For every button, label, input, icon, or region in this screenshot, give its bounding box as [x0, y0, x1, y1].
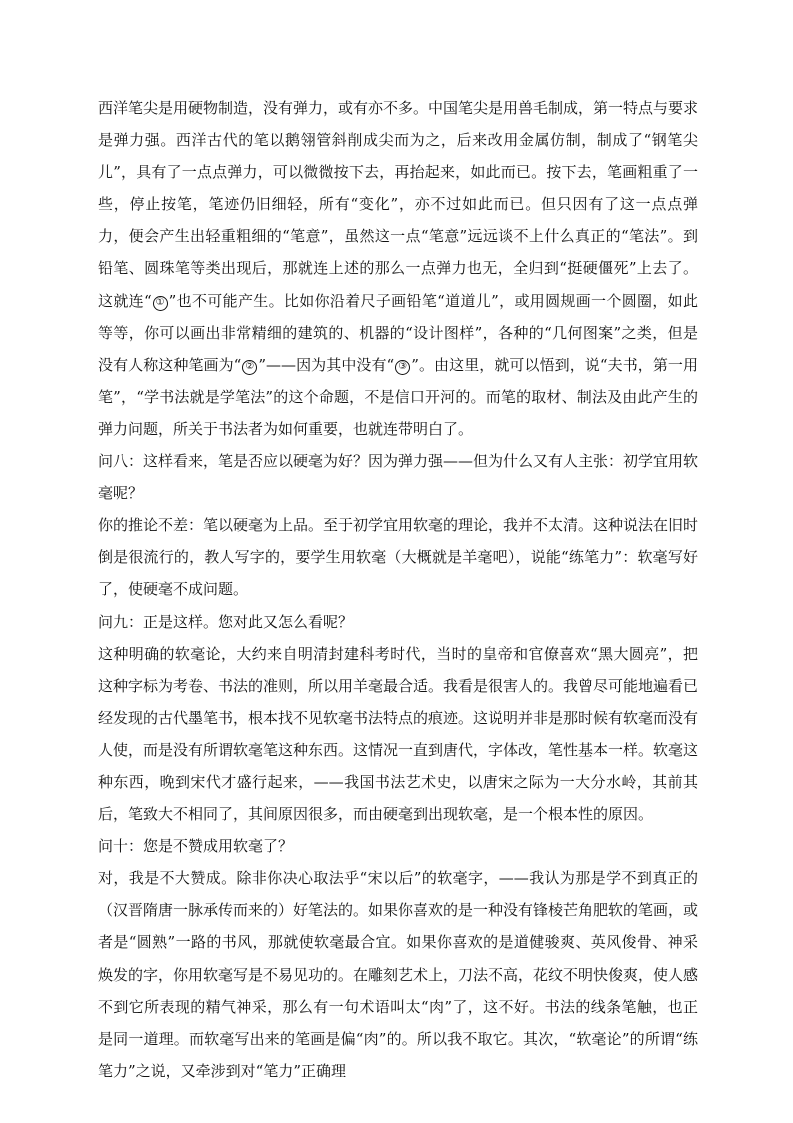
text-run: 问八：这样看来，笔是否应以硬毫为好？因为弹力强——但为什么又有人主张：初学宜用软毫呢？ [98, 452, 699, 503]
answer-paragraph [98, 92, 698, 445]
document-body [98, 92, 698, 1087]
blank-number: ③ [395, 360, 410, 375]
blank-number: ① [153, 296, 168, 311]
text-run: 你的推论不差：笔以硬毫为上品。至于初学宜用软毫的理论，我并不太清。这种说法在旧时倒是很流行的，教人写字的，要学生用软毫（大概就是羊毫吧），说能“练笔力”：软毫写好了，使硬毫不成问题。 [98, 516, 699, 599]
fill-blank [394, 356, 411, 374]
text-run: 问九：正是这样。您对此又怎么看呢？ [98, 612, 354, 631]
text-run: 对，我是不大赞成。除非你决心取法乎“宋以后”的软毫字，——我认为那是学不到真正的（汉晋隋唐一脉承传而来的）好笔法的。如果你喜欢的是一种没有锋棱芒角肥软的笔画，或者是“圆熟”一路的书风，那就使软毫最合宜。如果你喜欢的是道健骏爽、英风俊骨、神采焕发的字，你用软毫写是不易见功的。在雕刻艺术上，刀法不高，花纹不明快俊爽，使人感不到它所表现的精气神采，那么有一句术语叫太“肉”了，这不好。书法的线条笔触，也正是同一道理。而软毫写出来的笔画是偏“肉”的。所以我不取它。其次，“软毫论”的所谓“练笔力”之说，又牵涉到对“笔力”正确理 [98, 869, 699, 1080]
blank-number: ② [242, 360, 257, 375]
question-paragraph [98, 606, 698, 638]
question-paragraph [98, 830, 698, 862]
fill-blank [152, 292, 169, 310]
text-run: 问十：您是不赞成用软毫了？ [98, 837, 294, 856]
question-paragraph [98, 445, 698, 509]
text-run: ”。由这里，就可以悟到，说“夫书，第一用笔”，“学书法就是学笔法”的这个命题，不是信口开河的。而笔的取材、制法及由此产生的弹力问题，所关于书法者为如何重要，也就连带明白了。 [98, 355, 699, 438]
text-run: 西洋笔尖是用硬物制造，没有弹力，或有亦不多。中国笔尖是用兽毛制成，第一特点与要求是弹力强。西洋古代的笔以鹅翎管斜削成尖而为之，后来改用金属仿制，制成了“钢笔尖儿”，具有了一点点弹力，可以微微按下去，再抬起来，如此而已。按下去，笔画粗重了一些，停止按笔，笔迹仍旧细轻，所有“变化”，亦不过如此而已。但只因有了这一点点弹力，便会产生出轻重粗细的“笔意”，虽然这一点“笔意”远远谈不上什么真正的“笔法”。到铅笔、圆珠笔等类出现后，那就连上述的那么一点弹力也无，全归到“挺硬僵死”上去了。这就连“ [98, 99, 699, 310]
fill-blank [241, 356, 258, 374]
answer-paragraph [98, 509, 698, 605]
text-run: ”——因为其中没有“ [258, 355, 395, 374]
answer-paragraph [98, 638, 698, 831]
text-run: 这种明确的软毫论，大约来自明清封建科考时代，当时的皇帝和官僚喜欢“黑大圆亮”，把这种字标为考卷、书法的准则，所以用羊毫最合适。我看是很害人的。我曾尽可能地遍看已经发现的古代墨笔书，根本找不见软毫书法特点的痕迹。这说明并非是那时候有软毫而没有人使，而是没有所谓软毫笔这种东西。这情况一直到唐代，字体改，笔性基本一样。软毫这种东西，晚到宋代才盛行起来，——我国书法艺术史，以唐宋之际为一大分水岭，其前其后，笔致大不相同了，其间原因很多，而由硬毫到出现软毫，是一个根本性的原因。 [98, 644, 699, 824]
text-run: ”也不可能产生。比如你沿着尺子画铅笔“道道儿”，或用圆规画一个圆圈，如此等等，你可以画出非常精细的建筑的、机器的“设计图样”，各种的“几何图案”之类，但是没有人称这种笔画为“ [98, 291, 699, 374]
answer-paragraph [98, 862, 698, 1087]
